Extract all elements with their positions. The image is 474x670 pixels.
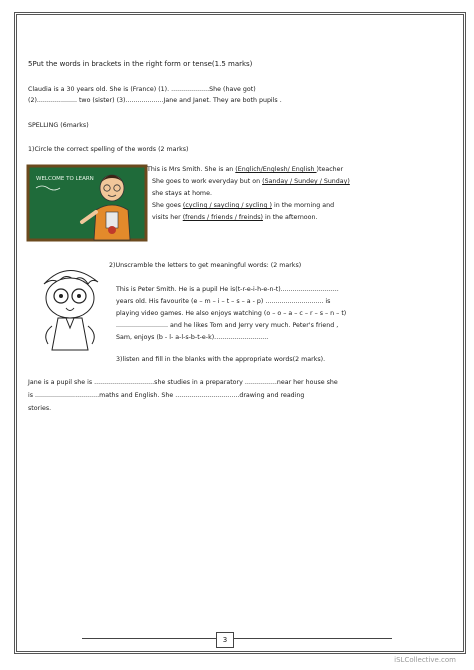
q1-line4: [152, 202, 334, 210]
q1-line4-pre: She goes: [152, 202, 183, 209]
q2-line1: This is Peter Smith. He is a pupil He is(t-r-e-i-h-e-n-t).............................: [116, 286, 339, 293]
q1-line1: [147, 166, 343, 174]
q1-line1-post: )teacher: [316, 166, 344, 173]
q1-line2-pre: She goes to work everyday but on: [152, 178, 263, 185]
watermark: iSLCollective.com: [394, 656, 456, 664]
q3-line2: is ................................maths and English. She ................................drawing and reading: [28, 392, 305, 399]
exercise5-title: 5Put the words in brackets in the right form or tense(1.5 marks): [28, 60, 253, 68]
q1-line3: she stays at home.: [152, 190, 212, 197]
page-number: 3: [216, 632, 234, 648]
q1-line5-pre: visits her: [152, 214, 183, 221]
boy-illustration: [22, 262, 118, 352]
q1-line4-post: in the morning and: [271, 202, 335, 209]
q3-line1: Jane is a pupil she is ..............................she studies in a preparatory ................near her house she: [28, 379, 338, 386]
exercise5-line1: Claudia is a 30 years old. She is (France) (1). ...................She (have got): [28, 86, 256, 93]
footer-rule: [82, 638, 392, 639]
q1-line2: [152, 178, 350, 186]
q2-line2: years old. His favourite (e – m – i – t – s – a - p) ............................. is: [116, 298, 331, 305]
q1-line1-pre: This is Mrs Smith. She is an: [147, 166, 236, 173]
q1-line5-post: in the afternoon.: [262, 214, 318, 221]
q1-line5: [152, 214, 318, 222]
q1-option-english: (Englich/Englesh/ English: [235, 166, 317, 173]
q2-title: 2)Unscramble the letters to get meaningful words: (2 marks): [109, 262, 302, 269]
q1-option-cycling: (cycling / saycling / sycling ): [182, 202, 272, 209]
board-text: WELCOME TO LEARN: [36, 176, 94, 182]
q2-line3: playing video games. He also enjoys watching (o – o – a – c – r – s – n – t): [116, 310, 347, 317]
q1-option-sunday: (Sanday / Sundey / Sunday): [262, 178, 350, 185]
exercise5-line2: (2).................... two (sister) (3)...................Jane and Janet. They are both pupils .: [28, 97, 282, 104]
q1-option-friends: (frends / friends / freinds): [182, 214, 263, 221]
q1-title: 1)Circle the correct spelling of the words (2 marks): [28, 146, 189, 153]
q3-line3: stories.: [28, 405, 52, 412]
spelling-heading: SPELLING (6marks): [28, 122, 89, 129]
q2-line5: Sam, enjoys (b - l- a-l-s-b-t-e-k)...........................: [116, 334, 269, 341]
q3-title: 3)listen and fill in the blanks with the appropriate words(2 marks).: [116, 356, 326, 363]
teacher-illustration: [26, 160, 148, 242]
q2-line4: .......................... and he likes Tom and Jerry very much. Peter's friend ,: [116, 322, 339, 329]
